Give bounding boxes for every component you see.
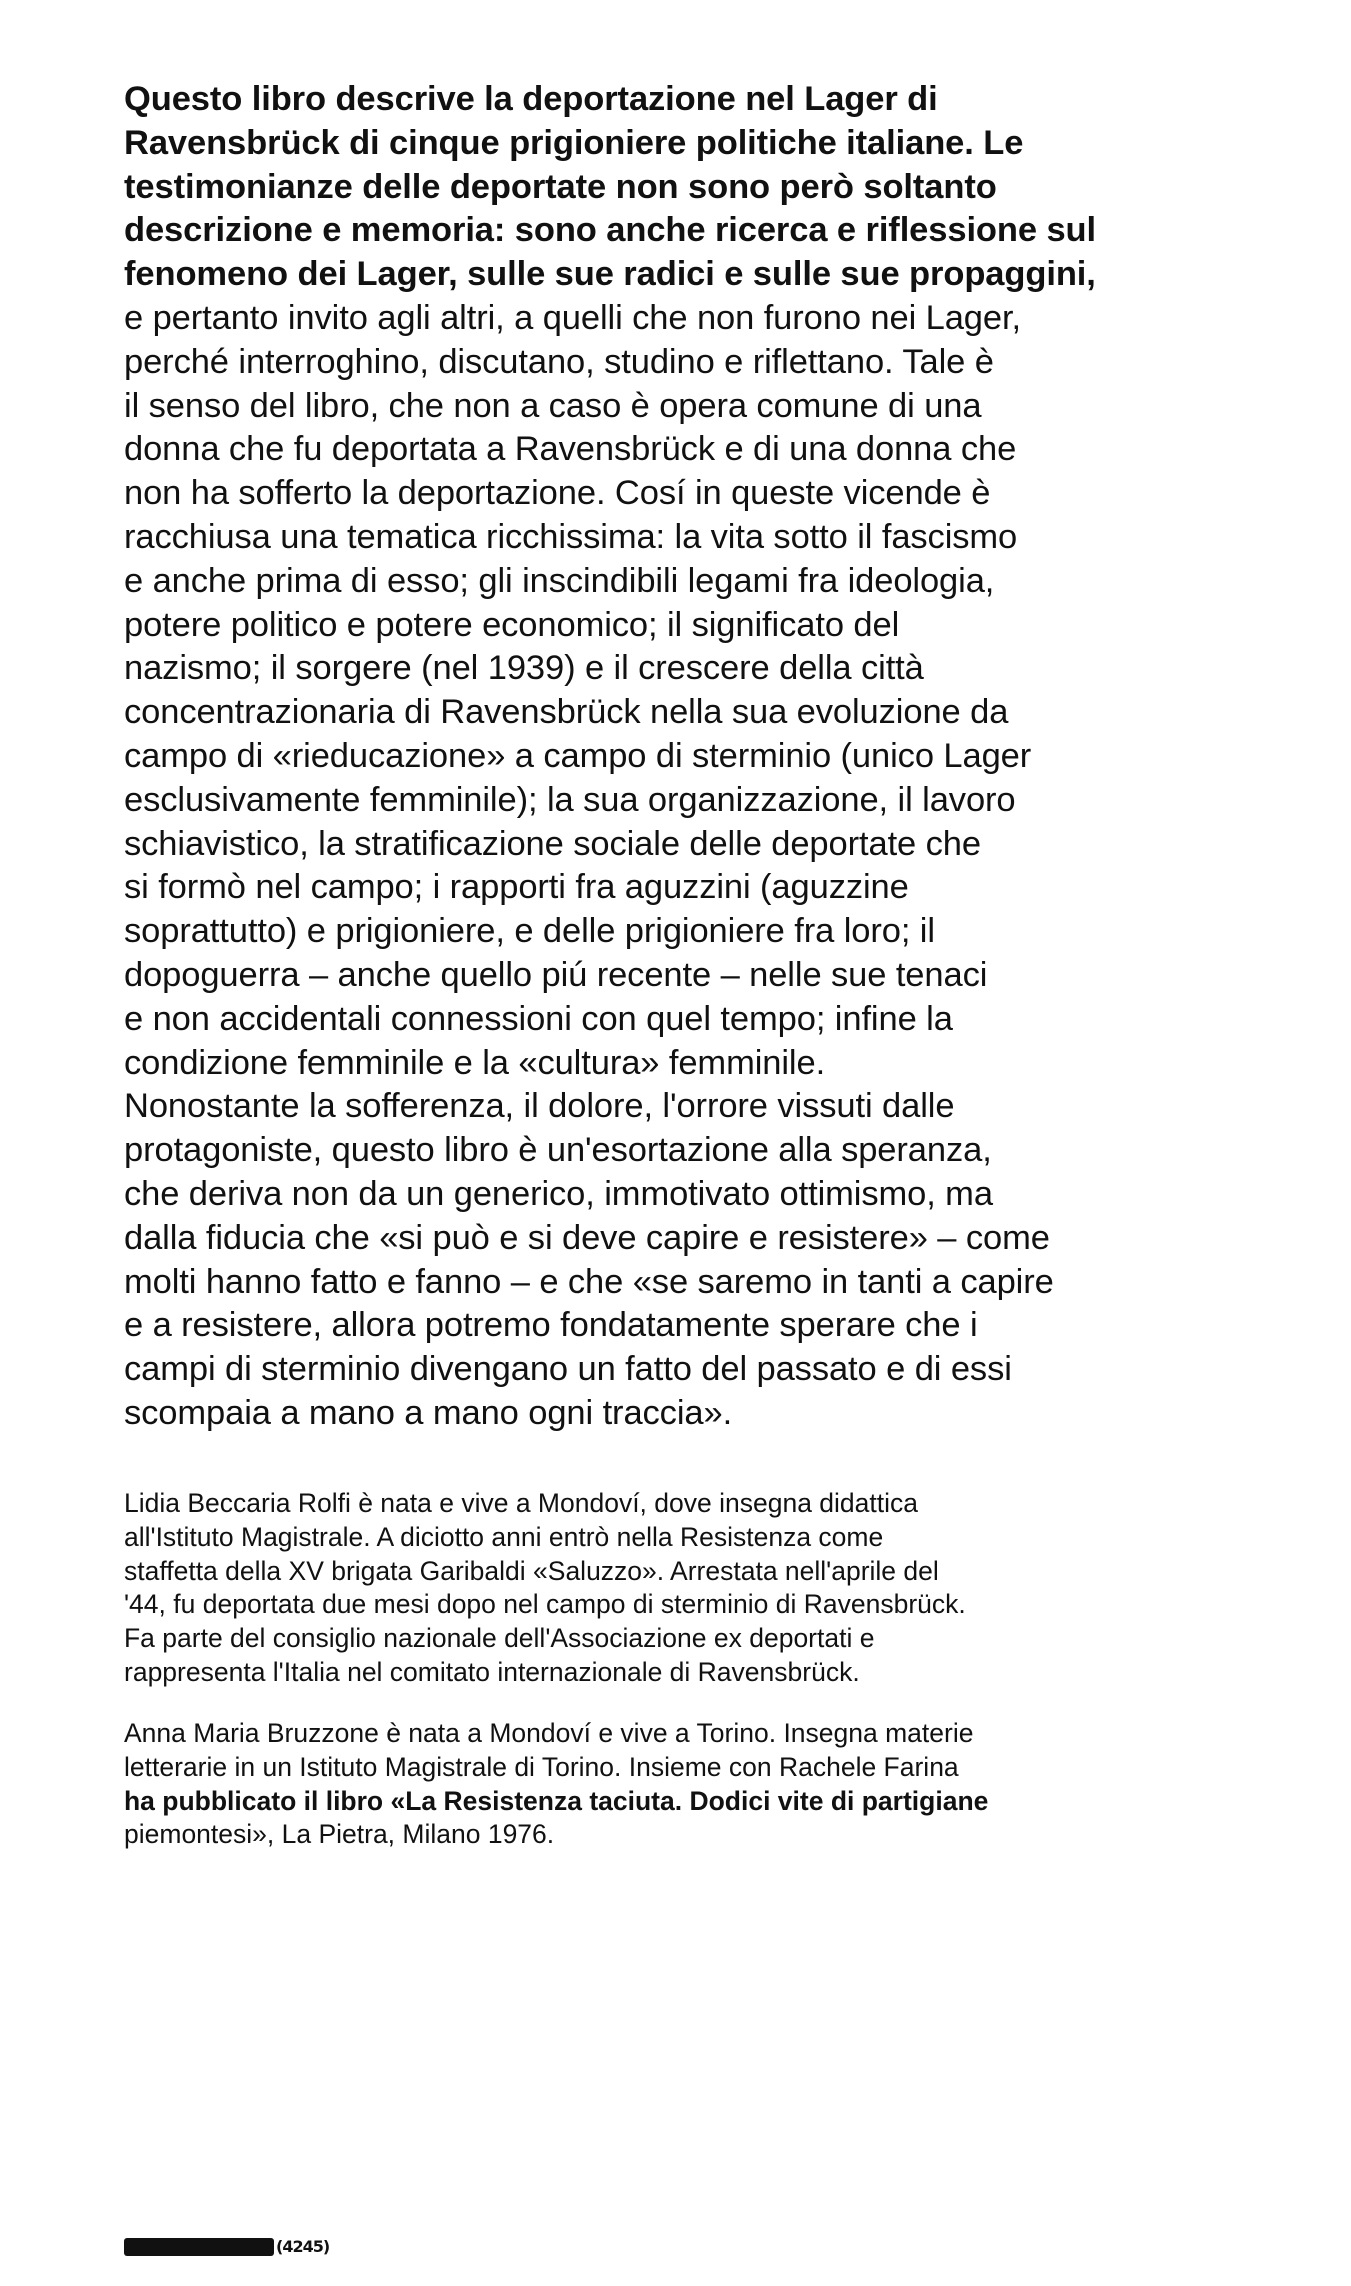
author-bio-rolfi xyxy=(124,1487,1244,1690)
description-line: donna che fu deportata a Ravensbrück e di una donna che xyxy=(124,430,1017,469)
description-line: dalla fiducia che «si può e si deve capire e resistere» – come xyxy=(124,1218,1050,1257)
description-line: fenomeno dei Lager, sulle sue radici e sulle sue propaggini, xyxy=(124,255,1096,294)
bio-line: letterarie in un Istituto Magistrale di Torino. Insieme con Rachele Farina xyxy=(124,1751,959,1782)
description-line: Questo libro descrive la deportazione nel Lager di xyxy=(124,80,938,118)
description-line: molti hanno fatto e fanno – e che «se saremo in tanti a capire xyxy=(124,1262,1054,1301)
description-line: dopoguerra – anche quello piú recente – nelle sue tenaci xyxy=(124,955,988,994)
description-line: Ravensbrück di cinque prigioniere politiche italiane. Le xyxy=(124,123,1024,162)
description-line: Nonostante la sofferenza, il dolore, l'orrore vissuti dalle xyxy=(124,1087,955,1126)
description-line: e a resistere, allora potremo fondatamente sperare che i xyxy=(124,1306,978,1345)
description-line: potere politico e potere economico; il significato del xyxy=(124,605,900,644)
description-line: esclusivamente femminile); la sua organizzazione, il lavoro xyxy=(124,780,1016,819)
description-line: il senso del libro, che non a caso è opera comune di una xyxy=(124,386,982,425)
description-line: concentrazionaria di Ravensbrück nella sua evoluzione da xyxy=(124,693,1009,732)
description-line: e anche prima di esso; gli inscindibili legami fra ideologia, xyxy=(124,561,995,600)
description-line: testimonianze delle deportate non sono però soltanto xyxy=(124,167,997,206)
author-bio-bruzzone xyxy=(124,1717,1244,1852)
description-line: si formò nel campo; i rapporti fra aguzzini (aguzzine xyxy=(124,868,909,907)
description-line: che deriva non da un generico, immotivato ottimismo, ma xyxy=(124,1174,993,1213)
catalog-code: (4245) xyxy=(276,2237,330,2256)
description-line: campi di sterminio divengano un fatto del passato e di essi xyxy=(124,1350,1012,1389)
description-line: protagoniste, questo libro è un'esortazione alla speranza, xyxy=(124,1131,992,1170)
bio-line: Lidia Beccaria Rolfi è nata e vive a Mondoví, dove insegna didattica xyxy=(124,1488,919,1518)
bio-line: staffetta della XV brigata Garibaldi «Saluzzo». Arrestata nell'aprile del xyxy=(124,1555,939,1586)
description-line: e pertanto invito agli altri, a quelli che non furono nei Lager, xyxy=(124,298,1021,337)
description-line: condizione femminile e la «cultura» femminile. xyxy=(124,1043,826,1082)
description-line: descrizione e memoria: sono anche ricerca e riflessione sul xyxy=(124,211,1096,250)
description-line: schiavistico, la stratificazione sociale delle deportate che xyxy=(124,824,981,863)
black-bar-mark xyxy=(124,2238,274,2256)
bio-line: Fa parte del consiglio nazionale dell'Associazione ex deportati e xyxy=(124,1623,875,1654)
description-line: scompaia a mano a mano ogni traccia». xyxy=(124,1393,733,1432)
bio-line: all'Istituto Magistrale. A diciotto anni entrò nella Resistenza come xyxy=(124,1521,884,1552)
description-line: nazismo; il sorgere (nel 1939) e il crescere della città xyxy=(124,649,924,688)
description-line: racchiusa una tematica ricchissima: la vita sotto il fascismo xyxy=(124,517,1018,556)
description-line: perché interroghino, discutano, studino e riflettano. Tale è xyxy=(124,342,994,381)
description-line: e non accidentali connessioni con quel tempo; infine la xyxy=(124,999,953,1038)
bio-line: Anna Maria Bruzzone è nata a Mondoví e vive a Torino. Insegna materie xyxy=(124,1718,974,1748)
bio-line: ha pubblicato il libro «La Resistenza taciuta. Dodici vite di partigiane xyxy=(124,1785,989,1816)
bio-line: rappresenta l'Italia nel comitato internazionale di Ravensbrück. xyxy=(124,1656,860,1687)
book-description xyxy=(124,78,1284,1436)
bio-line: '44, fu deportata due mesi dopo nel campo di sterminio di Ravensbrück. xyxy=(124,1589,966,1620)
bio-line: piemontesi», La Pietra, Milano 1976. xyxy=(124,1819,555,1850)
catalog-code-mark xyxy=(124,2236,342,2258)
description-line: soprattutto) e prigioniere, e delle prigioniere fra loro; il xyxy=(124,912,935,951)
description-line: non ha sofferto la deportazione. Cosí in queste vicende è xyxy=(124,474,991,513)
description-line: campo di «rieducazione» a campo di sterminio (unico Lager xyxy=(124,736,1032,775)
